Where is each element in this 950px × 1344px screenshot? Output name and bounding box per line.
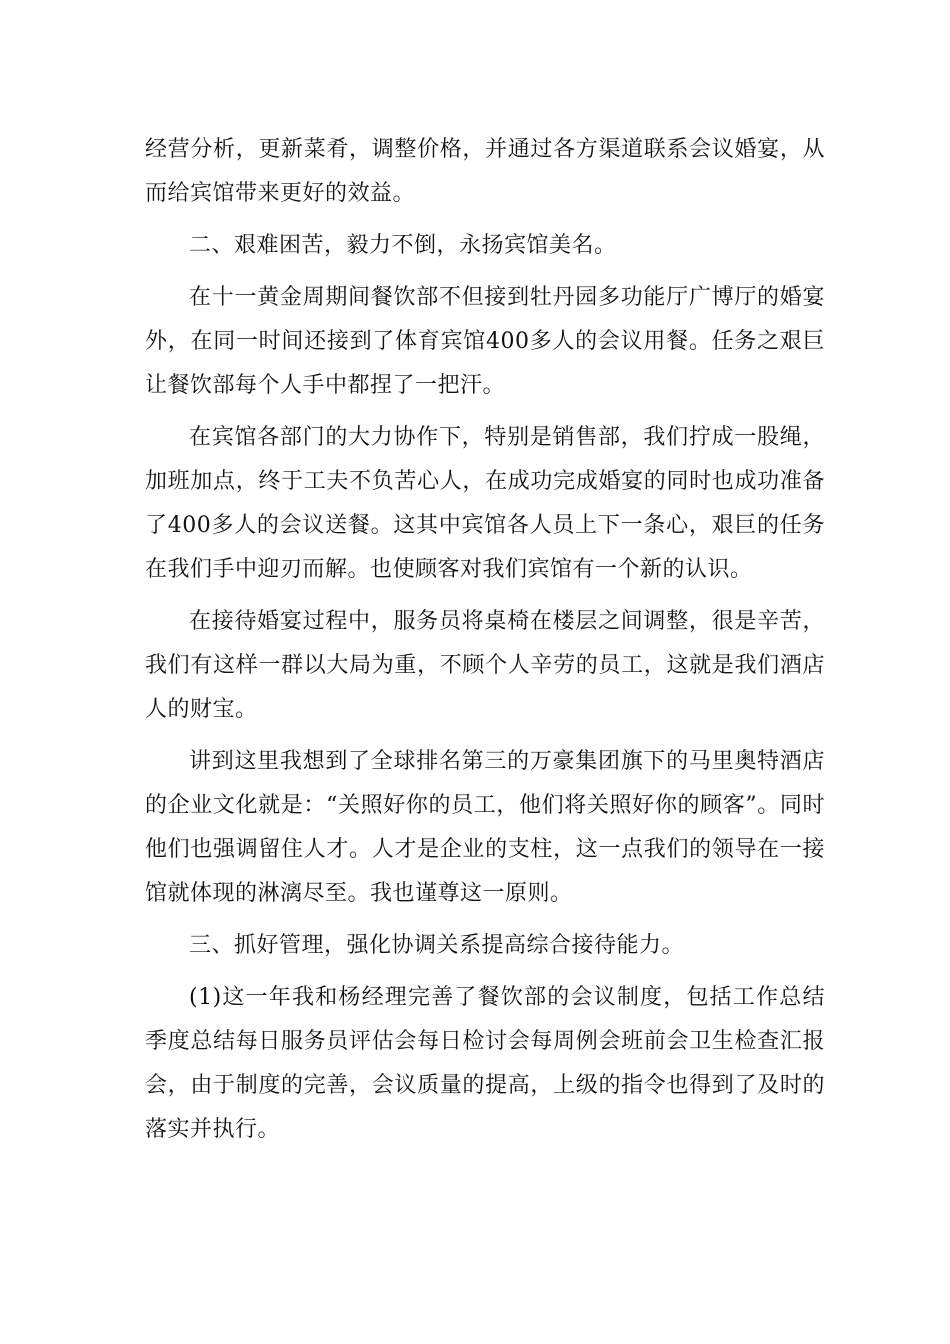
section-heading-3: 三、抓好管理，强化协调关系提高综合接待能力。	[189, 933, 685, 958]
paragraph-4: 在宾馆各部门的大力协作下，特别是销售部，我们拧成一股绳，加班加点，终于工夫不负苦心人，在成功完成婚宴的同时也成功准备了400多人的会议送餐。这其中宾馆各人员上下一条心，艰巨的任务在我们手中迎刃而解。也使顾客对我们宾馆有一个新的认识。	[145, 425, 825, 582]
paragraph-5: 在接待婚宴过程中，服务员将桌椅在楼层之间调整，很是辛苦，我们有这样一群以大局为重，不顾个人辛劳的员工，这就是我们酒店人的财宝。	[145, 609, 825, 722]
paragraph-6: 讲到这里我想到了全球排名第三的万豪集团旗下的马里奥特酒店的企业文化就是：“关照好你的员工，他们将关照好你的顾客”。同时他们也强调留住人才。人才是企业的支柱，这一点我们的领导在一接馆就体现的淋漓尽至。我也谨尊这一原则。	[145, 749, 825, 906]
section-heading-2: 二、艰难困苦，毅力不倒，永扬宾馆美名。	[189, 233, 617, 258]
paragraph-8: (1)这一年我和杨经理完善了餐饮部的会议制度，包括工作总结季度总结每日服务员评估会每日检讨会每周例会班前会卫生检查汇报会，由于制度的完善，会议质量的提高，上级的指令也得到了及时的落实并执行。	[145, 985, 825, 1142]
paragraph-1: 经营分析，更新菜肴，调整价格，并通过各方渠道联系会议婚宴，从而给宾馆带来更好的效益。	[145, 137, 825, 206]
document-body	[145, 128, 825, 1160]
paragraph-3: 在十一黄金周期间餐饮部不但接到牡丹园多功能厅广博厅的婚宴外，在同一时间还接到了体育宾馆400多人的会议用餐。任务之艰巨让餐饮部每个人手中都捏了一把汗。	[145, 285, 825, 398]
